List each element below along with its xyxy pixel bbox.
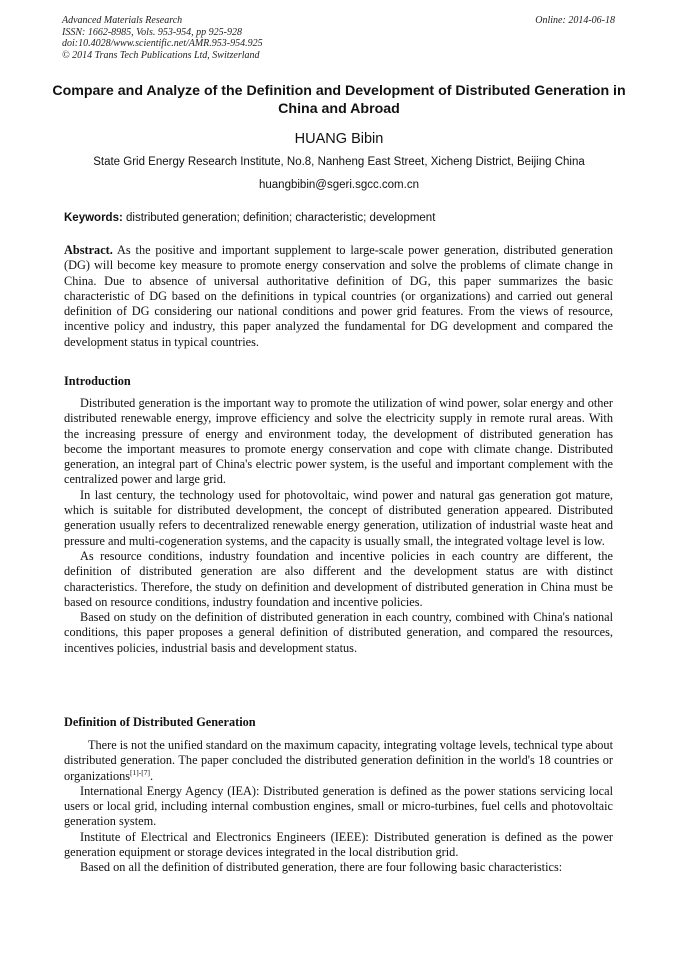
definition-section (64, 738, 613, 876)
doi-line: doi:10.4028/www.scientific.net/AMR.953-954.925 (62, 38, 263, 49)
online-date: Online: 2014-06-18 (535, 15, 615, 26)
paragraph: Based on study on the definition of distributed generation in each country, combined with China's national conditions, this paper proposes a general definition of distributed generation, and compared the resources, incentives policies, industrial basis and development status. (64, 610, 613, 655)
paper-title: Compare and Analyze of the Definition and Development of Distributed Generation in China and Abroad (52, 83, 626, 117)
definition-heading: Definition of Distributed Generation (64, 715, 256, 729)
paragraph: Based on all the definition of distributed generation, there are four following basic characteristics: (80, 860, 563, 875)
paragraph: Distributed generation is the important way to promote the utilization of wind power, solar energy and other distributed renewable energy, improve efficiency and solve the electricity supply in remote rural areas. With the increasing pressure of energy and environment today, the development of distributed generation has become the important measures to promote energy conservation and cope with climate change. Distributed generation, an integral part of China's electric power system, is the useful and important complement with the centralized power and large grid. (64, 396, 613, 487)
paragraph: Institute of Electrical and Electronics Engineers (IEEE): Distributed generation is defined as the power generation equipment or storage devices integrated in the local distribution grid. (64, 829, 613, 860)
paragraph (64, 738, 613, 784)
paragraph-end: . (150, 768, 154, 783)
author-email: huangbibin@sgeri.sgcc.com.cn (259, 179, 419, 191)
keywords-text: distributed generation; definition; characteristic; development (126, 212, 436, 224)
issn-line: ISSN: 1662-8985, Vols. 953-954, pp 925-928 (62, 26, 242, 38)
paper-author: HUANG Bibin (294, 131, 384, 147)
paragraph: As resource conditions, industry foundation and incentive policies in each country are different, the definition of distributed generation are also different and the development status are with distinct characteristics. Therefore, the study on definition and development of distributed generation in China must be based on resource conditions, industry foundation and incentive policies. (64, 548, 613, 609)
publication-header (62, 15, 615, 61)
keywords-label: Keywords: (64, 212, 123, 224)
paragraph-text: There is not the unified standard on the maximum capacity, integrating voltage levels, technical type about distributed generation. The paper concluded the distributed generation definition in the world's 18 countries or organizations (64, 738, 613, 783)
keywords (64, 212, 614, 224)
author-affiliation: State Grid Energy Research Institute, No.8, Nanheng East Street, Xicheng District, Beijing China (93, 156, 585, 168)
journal-name: Advanced Materials Research (62, 15, 183, 26)
introduction-section (64, 396, 613, 656)
abstract-label: Abstract. (64, 243, 113, 257)
abstract-text: As the positive and important supplement to large-scale power generation, distributed generation (DG) will become key measure to promote energy conservation and solve the problems of climate change in China. Due to absence of universal authoritative definition of DG, this paper summarizes the basic characteristic of DG based on the definitions in typical countries (or organizations) and carried out general definition of DG considering our national conditions and power grid features. From the views of resource, incentive policy and industry, this paper analyzed the fundamental for DG development and compared the development status in typical countries. (64, 243, 613, 349)
abstract (64, 243, 613, 350)
paragraph: In last century, the technology used for photovoltaic, wind power and natural gas generation got mature, which is suitable for distributed development, the concept of distributed generation appeared. Distributed generation usually refers to decentralized renewable energy generation, utilization of industrial waste heat and pressure and multi-cogeneration systems, and the capacity is usually small, the integrated voltage level is low. (64, 487, 613, 548)
introduction-heading: Introduction (64, 374, 131, 388)
copyright-line: © 2014 Trans Tech Publications Ltd, Switzerland (62, 49, 260, 61)
paragraph: International Energy Agency (IEA): Distributed generation is defined as the power stations servicing local users or local grid, including internal combustion engines, small or micro-turbines, fuel cells and photovoltaic generation system. (64, 783, 613, 829)
citation-ref: [1]-[7] (130, 767, 151, 777)
